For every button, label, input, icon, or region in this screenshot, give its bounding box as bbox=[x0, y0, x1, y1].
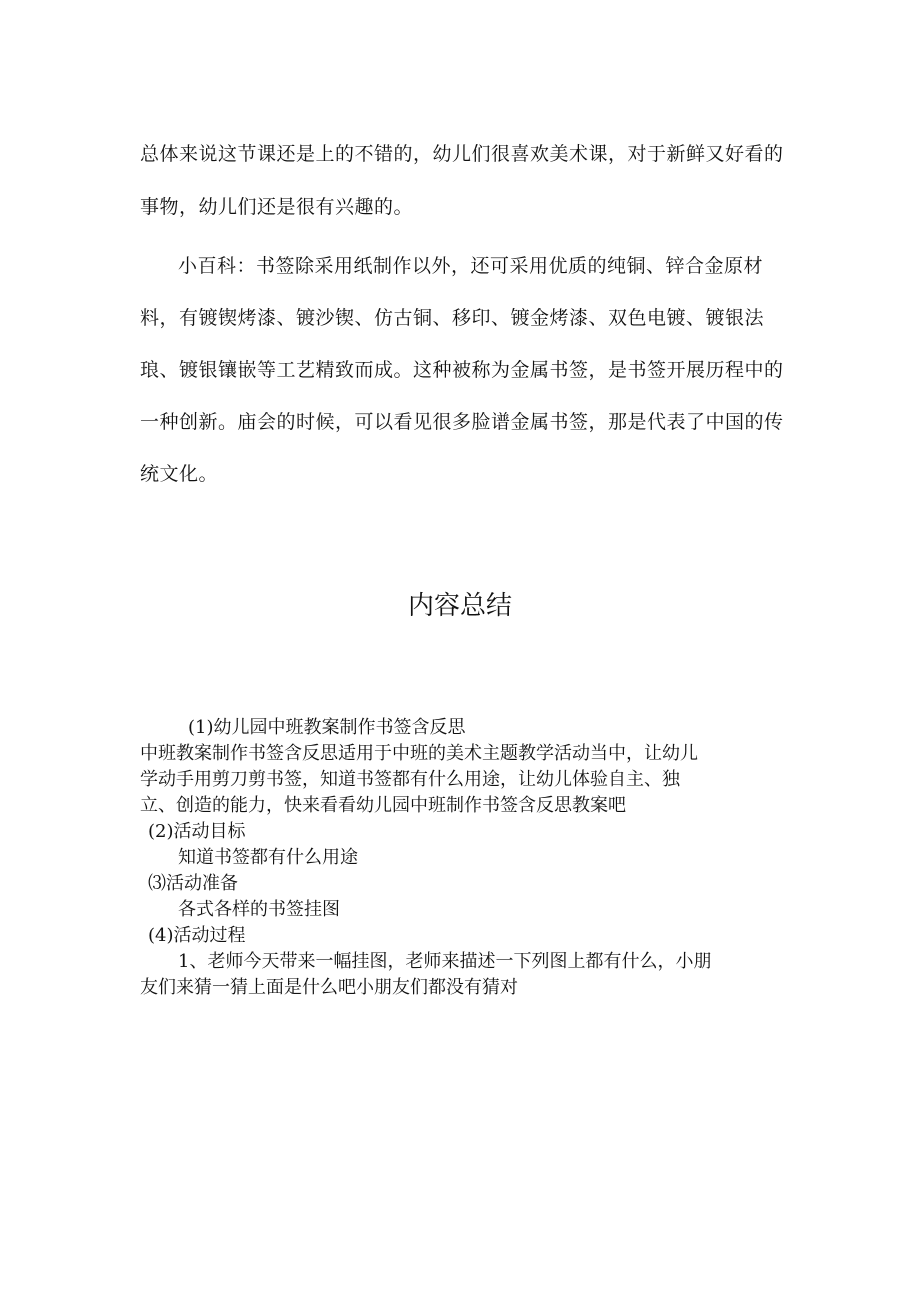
summary-intro-line: 立、创造的能力，快来看看幼儿园中班制作书签含反思教案吧 bbox=[140, 795, 626, 816]
reflection-paragraph-1: 总体来说这节课还是上的不错的，幼儿们很喜欢美术课，对于新鲜又好看的事物，幼儿们还是很有兴趣的。 bbox=[140, 143, 784, 218]
reflection-paragraph-2: 小百科：书签除采用纸制作以外，还可采用优质的纯铜、锌合金原材料，有镀锲烤漆、镀沙锲、仿古铜、移印、镀金烤漆、双色电镀、镀银法琅、镀银镶嵌等工艺精致而成。这种被称为金属书签，是书签开展历程中的一种创新。庙会的时候，可以看见很多脸谱金属书签，那是代表了中国的传统文化。 bbox=[140, 255, 784, 485]
summary-title: 内容总结 bbox=[407, 591, 512, 621]
summary-heading-3: ⑶活动准备 bbox=[148, 873, 238, 894]
summary-heading-2: (2)活动目标 bbox=[148, 821, 246, 842]
summary-step-line: 友们来猜一猜上面是什么吧小朋友们都没有猜对 bbox=[140, 977, 518, 998]
summary-heading-4: (4)活动过程 bbox=[148, 925, 246, 946]
summary-prep: 各式各样的书签挂图 bbox=[178, 899, 340, 920]
summary-intro-line: 学动手用剪刀剪书签，知道书签都有什么用途，让幼儿体验自主、独 bbox=[140, 769, 680, 790]
summary-step-line: 1、老师今天带来一幅挂图，老师来描述一下列图上都有什么，小朋 bbox=[178, 951, 712, 972]
summary-heading-1: (1)幼儿园中班教案制作书签含反思 bbox=[188, 717, 466, 738]
summary-section bbox=[140, 715, 780, 1001]
summary-goal: 知道书签都有什么用途 bbox=[178, 847, 358, 868]
summary-intro-line: 中班教案制作书签含反思适用于中班的美术主题教学活动当中，让幼儿 bbox=[140, 743, 698, 764]
